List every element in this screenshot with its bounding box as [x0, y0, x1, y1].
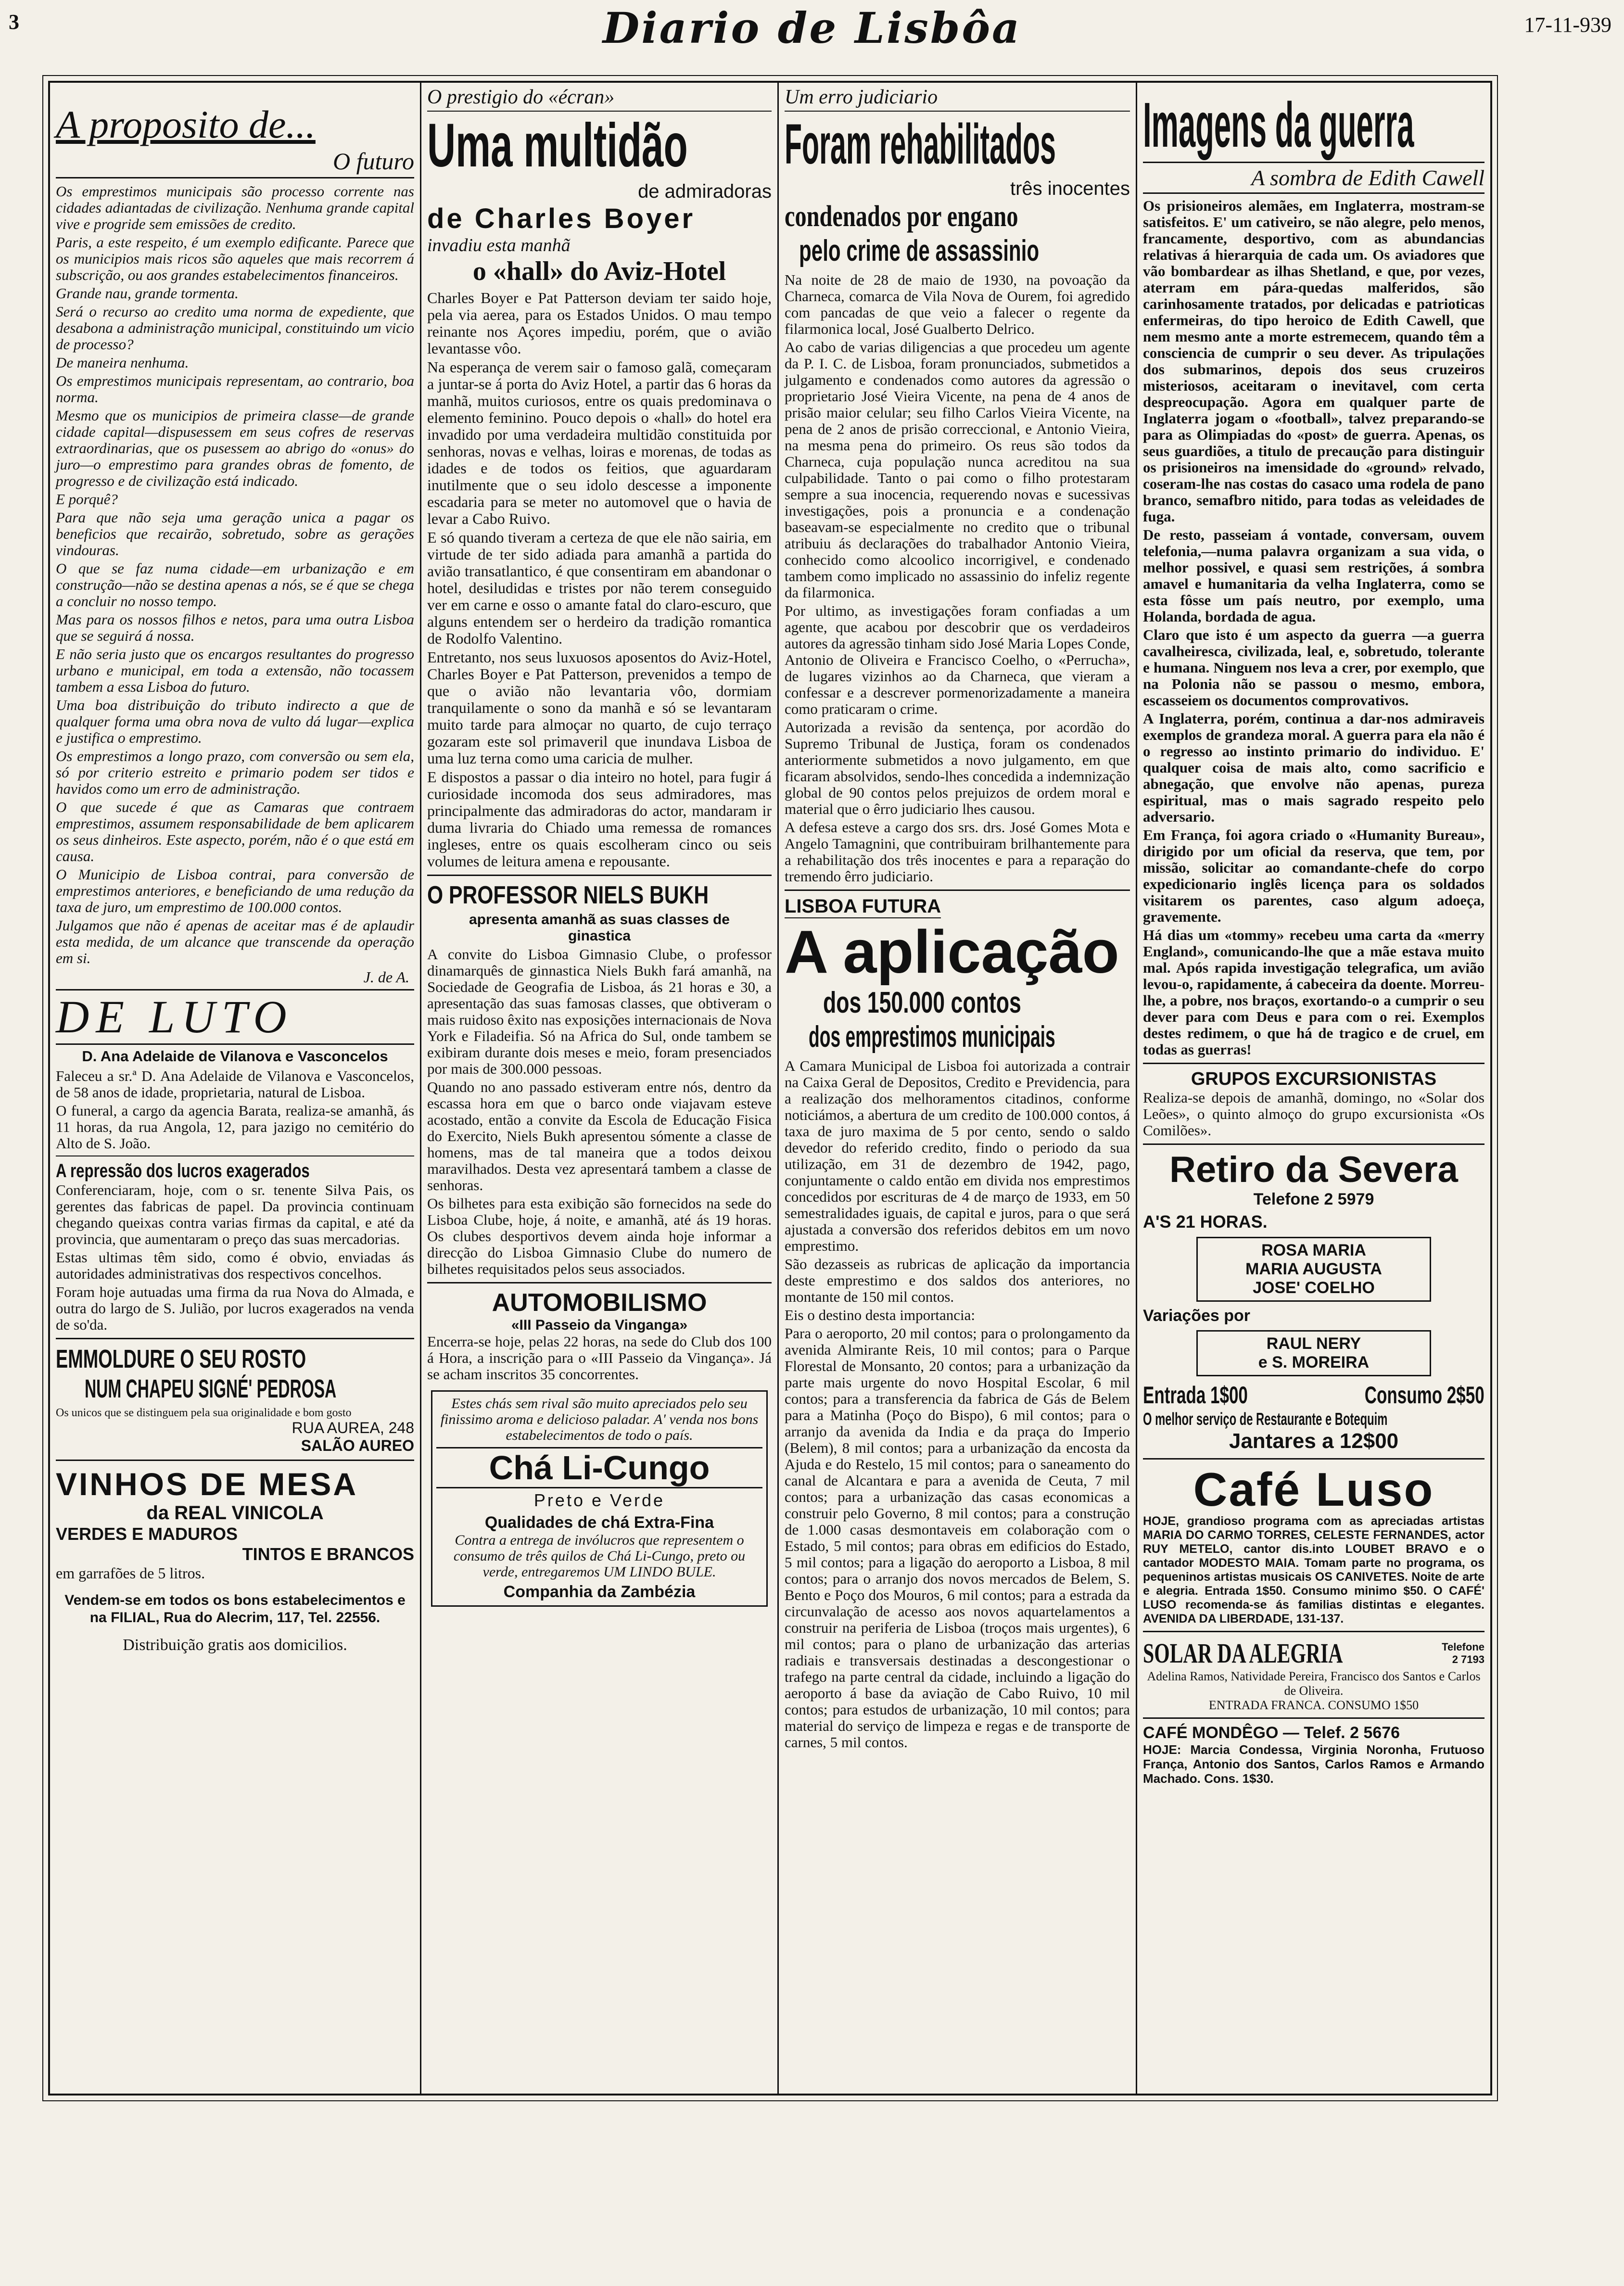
headline: Foram rehabilitados [785, 113, 1056, 176]
paragraph: Para que não seja uma geração unica a pagar os beneficios que recairão, sobretudo, sobre as gerações vindouras. [56, 509, 414, 559]
paragraph: De resto, passeiam á vontade, conversam, ouvem telefonia,—numa palavra organizam a sua vida, o melhor possivel, e quasi sem restrições, á sombra amavel e humanitaria da velha Inglaterra, como se esta fôsse um país neutro, por exemplo, uma Holanda, bordada de agua. [1143, 526, 1484, 625]
subheadline: invadiu esta manhã [427, 235, 571, 255]
ad-line: O melhor serviço de Restaurante e Botequim [1143, 1409, 1388, 1429]
paragraph: Será o recurso ao credito uma norma de expediente, que desabona a administração municipal, constituindo um vicio de processo? [56, 303, 414, 353]
paragraph: Foram hoje autuadas uma firma da rua Nova do Almada, e outra do largo de S. Julião, por lucros exagerados na venda de so'da. [56, 1283, 414, 1333]
ad-line: Jantares a 12$00 [1229, 1429, 1399, 1453]
paragraph: Mesmo que os municipios de primeira classe—de grande cidade capital—dispusessem em seus cofres de reservas extraordinarias, que os pusessem ao abrigo do «onus» do juro—o emprestimo para grandes obras de fomento, de progresso e de civilização está indicado. [56, 407, 414, 489]
article-body [427, 290, 772, 870]
paragraph: Em França, foi agora criado o «Humanity Bureau», dirigido por um oficial da reserva, que tem, por missão, solicitar ao comandante-chefe do corpo expedicionario inglês licença para os soldados visitarem os parentes, caso algum adoeça, gravemente. [1143, 826, 1484, 925]
divider [1143, 1143, 1484, 1145]
paragraph: Faleceu a sr.ª D. Ana Adelaide de Vilanova e Vasconcelos, de 58 anos de idade, proprietaria, natural de Lisboa. [56, 1067, 414, 1101]
masthead: Diario de Lisbôa [602, 3, 1022, 53]
ad-line: Vendem-se em todos os bons estabelecimentos e na FILIAL, Rua do Alecrim, 117, Tel. 22556. [64, 1592, 406, 1626]
paragraph: A Camara Municipal de Lisboa foi autorizada a contrair na Caixa Geral de Depositos, Credito e Previdencia, para a realização dos melhoramentos citadinos, conforme noticiámos, a abertura de um credito de 100.000 contos, á taxa de juro maxima de 5 por cento, sendo o saldo devedor do referido credito, findo o periodo da sua utilização, em 31 de dezembro de 1942, pago, conjuntamente o caldo então em divida nos emprestimos concedidos por escrituras de 4 de março de 1933, em 50 semestralidades iguais, de capital e juros, para o que será ajustada a conversão dos referidos debitos em um novo emprestimo. [785, 1057, 1130, 1254]
paragraph: O que sucede é que as Camaras que contraem emprestimos, assumem responsabilidade de bem aplicarem os seus dinheiros. Este aspecto, porém, não é o que está em causa. [56, 799, 414, 864]
paragraph: E porquê? [56, 491, 118, 508]
auto-subtitle: «III Passeio da Vinganga» [511, 1317, 688, 1333]
paragraph: Claro que isto é um aspecto da guerra —a guerra cavalheiresca, civilizada, leal, e, sobretudo, tolerante e humana. Ninguem nos leva a crer, por exemplo, que na Polonia não se passou o mesmo, embora, escasseiem os documentos comprovativos. [1143, 626, 1484, 709]
ad-vinhos [56, 1466, 414, 1654]
paragraph: Os prisioneiros alemães, em Inglaterra, mostram-se satisfeitos. E' um cativeiro, se não alegre, pelo menos, francamente, desportivo, com as abundancias relativas á hierarquia de cada um. Os aviadores que vão bombardear as ilhas Shetland, e que, por vezes, aterram em pára-quedas malferidos, são carinhosamente tratados, por delicadas e patrioticas enfermeiras, do tipo heroico de Edith Cawell, que nem mesmo ante a morte estremecem, quando têm a consciencia de cumprir o seu dever. As tripulações dos submarinos, depois dos seus cruzeiros misteriosos, aceitaram o inevitavel, com certa despreocupação. Agora em qualquer parte de Inglaterra jogam o «football», talvez preparando-se para as Olimpiadas do «post» de guerra. Apenas, os seus guardiões, a titulo de precaução para distinguir os prisioneiros na imensidade do «ground» relvado, coseram-lhe nas costas do casaco uma rodela de pano branco, semafbro nitido, para todas as veleidades de fuga. [1143, 197, 1484, 525]
paragraph: Grande nau, grande tormenta. [56, 285, 239, 302]
divider [56, 1338, 414, 1339]
ad-line: RAUL NERY [1266, 1334, 1361, 1353]
ad-solar-alegria [1143, 1637, 1484, 1713]
futura-subheadline: dos 150.000 contos [823, 986, 1021, 1019]
subheadline: de admiradoras [638, 181, 772, 202]
subheadline: pelo crime de assassinio [799, 234, 1040, 267]
ad-line: A'S 21 HORAS. [1143, 1212, 1268, 1232]
ad-line: Chá Li-Cungo [436, 1447, 762, 1488]
divider [427, 875, 772, 876]
paragraph: E não seria justo que os encargos resultantes do progresso urbano e municipal, em toda a extensão, não tocassem tambem a essa Lisboa do futuro. [56, 646, 414, 695]
ad-cafe-luso [1143, 1464, 1484, 1626]
subheadline: de Charles Boyer [427, 203, 696, 234]
article-subtitle: O futuro [56, 147, 414, 178]
article-body [56, 183, 414, 966]
article-body [785, 1058, 1130, 1751]
artists-box [1196, 1237, 1431, 1302]
ad-line: RUA AUREA, 248 [292, 1419, 414, 1436]
divider [1143, 1458, 1484, 1460]
paragraph: Há dias um «tommy» recebeu uma carta da «merry England», comunicando-lhe que a mãe estava muito mal. Após rapida investigação telegrafica, um avião levou-o, rapidamente, á cabeceira da doente. Morreu-lhe, a pobre, nos braços, exortando-o a cumprir o seu dever para com Deus e para com o rei. Exemplos destes redimem, o que há de tragico e de cruel, em todas as guerras! [1143, 927, 1484, 1058]
ad-line: Telefone 2 5979 [1253, 1190, 1374, 1208]
paragraph: Os emprestimos municipais são processo corrente nas cidades adiantadas de civilização. Nenhuma grande capital vive e progride sem emissões de credito. [56, 183, 414, 232]
ad-line: Telefone 2 7193 [1442, 1640, 1484, 1665]
ad-line: EMMOLDURE O SEU ROSTO [56, 1345, 306, 1373]
headline: Uma multidão [427, 111, 688, 180]
ad-line: Qualidades de chá Extra-Fina [484, 1513, 714, 1532]
luto-title: DE LUTO [56, 989, 414, 1045]
paragraph: Na noite de 28 de maio de 1930, na povoação da Charneca, comarca de Vila Nova de Ourem, foi agredido com pancadas de que veio a falecer o regente da filarmonica local, José Gualberto Delrico. [785, 271, 1130, 337]
column-2 [421, 83, 779, 2094]
ad-line: da REAL VINICOLA [146, 1502, 324, 1524]
paragraph: Realiza-se depois de amanhã, domingo, no «Solar dos Leões», o quinto almoço do grupo excursionista «Os Comilões». [1143, 1089, 1484, 1139]
prices-row [1143, 1381, 1484, 1409]
paragraph: Os emprestimos municipais representam, ao contrario, boa norma. [56, 372, 414, 406]
paragraph: Encerra-se hoje, pelas 22 horas, na sede do Club dos 100 á Hora, a inscrição para o «III Passeio da Vingança». Já se acham inscritos 35 concorrentes. [427, 1333, 772, 1383]
paragraph: Na esperança de verem sair o famoso galã, começaram a juntar-se á porta do Aviz Hotel, a partir das 6 horas da manhã, muitos curiosos, entre os quais predominava o elemento feminino. Pouco depois o «hall» do hotel era invadido por uma verdadeira multidão constituida por senhoras, novas e velhas, loiras e morenas, de todas as idades e de todos os feitios, que aguardaram inutilmente que o seu idolo descesse a imponente escadaria para se meter no automovel que o havia de levar a Cabo Ruivo. [427, 358, 772, 527]
ad-line: VERDES E MADUROS [56, 1524, 238, 1544]
paragraph: Os bilhetes para esta exibição são fornecidos na sede do Lisboa Clube, hoje, á noite, e amanhã, até ás 19 horas. Os clubes desportivos devem ainda hoje informar a direcção do Lisboa Gimnasio Clube do numero de bilhetes requisitados pelos seus associados. [427, 1195, 772, 1277]
paragraph: Charles Boyer e Pat Patterson deviam ter saido hoje, pela via aerea, para os Estados Unidos. O mau tempo reinante nos Açores impediu, porém, que o avião levantasse vôo. [427, 289, 772, 357]
page-frame [48, 81, 1492, 2096]
paragraph: A convite do Lisboa Gimnasio Clube, o professor dinamarquês de ginnastica Niels Bukh fará amanhã, na Sociedade de Geografia de Lisboa, ás 21 horas e 30, a apresentação das suas famosas classes, que obtiveram o mais ruidoso êxito nas exposições internacionais de Nova York e Filadeifia. Só na Africa do Sul, onde tambem se exibiram durante dois meses e meio, foram presenciados por mais de 300.000 pessoas. [427, 946, 772, 1077]
paragraph: Julgamos que não é apenas de aceitar mas é de aplaudir esta medida, de um alcance que transcende da operação em si. [56, 917, 414, 966]
grupos-title: GRUPOS EXCURSIONISTAS [1191, 1069, 1437, 1089]
paragraph: A Inglaterra, porém, continua a dar-nos admiraveis exemplos de grandeza moral. A guerra para ela não é o regresso ao instinto primario do individuo. E' qualquer coisa de mais alto, como sacrificio e abnegação, que envolve não apenas, pureza espiritual, mas o mais sagrado respeito pelo adversario. [1143, 710, 1484, 825]
signature: J. de A. [363, 968, 409, 986]
ad-pedrosa [56, 1344, 414, 1455]
article-body [785, 272, 1130, 885]
ad-line: VINHOS DE MESA [56, 1466, 358, 1502]
paragraph: E só quando tiveram a certeza de que ele não sairia, em virtude de ter sido adiada para amanhã a partida do avião transatlantico, é que consentiram em abandonar o hotel, desiludidas e tristes por não terem conseguido ver em carne e osso o amante fatal do claro-escuro, que alguns entendem ser o herdeiro da tradição romantica de Rodolfo Valentino. [427, 529, 772, 647]
ad-line: CAFÉ MONDÊGO — Telef. 2 5676 [1143, 1724, 1400, 1742]
ad-line: Adelina Ramos, Natividade Pereira, Francisco dos Santos e Carlos de Oliveira. [1147, 1669, 1481, 1698]
paragraph: Uma boa distribuição do tributo indirecto a que de qualquer forma uma obra nova de vulto dá lugar—explica e justifica o emprestimo. [56, 697, 414, 746]
subheadline: condenados por engano [785, 200, 1018, 233]
ad-line: JOSE' COELHO [1253, 1279, 1375, 1297]
auto-title: AUTOMOBILISMO [492, 1289, 707, 1317]
ad-cha [431, 1390, 768, 1607]
ad-line: Entrada 1$00 [1143, 1382, 1248, 1409]
divider [56, 1460, 414, 1461]
ad-line: Estes chás sem rival são muito apreciados pelo seu finissimo aroma e delicioso paladar. A' venda nos bons estabelecimentos de todo o país. [440, 1396, 759, 1443]
ad-line: HOJE, grandioso programa com as apreciadas artistas MARIA DO CARMO TORRES, CELESTE FERNANDES, actor RUY METELO, cantor dis.into LOUBET BRAVO e o cantador MODESTO MAIA. Tomam parte no programa, os pequeninos artistas musicais OS CANIVETES. Noite de arte e alegria. Entrada 1$50. Consumo minimo $50. O CAFÉ' LUSO recomenda-se ás familias distintas e elegantes. AVENIDA DA LIBERDADE, 131-137. [1143, 1514, 1484, 1626]
paragraph: Estas ultimas têm sido, como é obvio, enviadas ás autoridades administrativas dos respectivos concelhos. [56, 1249, 414, 1282]
kicker: Um erro judiciario [785, 83, 1130, 112]
luto-name: D. Ana Adelaide de Vilanova e Vasconcelos [82, 1048, 388, 1065]
article-body [1143, 198, 1484, 1058]
subheadline: o «hall» do Aviz-Hotel [472, 256, 726, 286]
column-3 [779, 83, 1137, 2094]
divider [427, 1282, 772, 1283]
divider [1143, 1063, 1484, 1064]
ad-line: em garrafões de 5 litros. [56, 1564, 205, 1582]
paragraph: Ao cabo de varias diligencias a que procedeu um agente da P. I. C. de Lisboa, foram pronunciados, submetidos a julgamento e condenados como autores da agressão o proprietario José Vieira Vicente, na pena de 4 anos de prisão maior celular; seu filho Carlos Vieira Vicente, na pena de 2 anos de prisão correccional, e Antonio Vieira, na mesma pena do primeiro. Os reus são todos da Charneca, cuja população nunca acreditou na sua culpabilidade. Tanto o pai como o filho protestaram sempre a sua inocencia, requerendo novas e sucessivas investigações, pois a pronuncia e a condenação baseavam-se especialmente no credito que o tribunal atribuiu ás declarações do trabalhador Antonio Vieira, conhecido como alcoolico incorrigivel, e condenado tambem como implicado no assassinio do infeliz regente da filarmonica. [785, 339, 1130, 601]
ad-line: Distribuição gratis aos domicilios. [123, 1636, 347, 1654]
paragraph: E dispostos a passar o dia inteiro no hotel, para fugir á curiosidade incomoda dos seus admiradores, mas principalmente das admiradoras do actor, mandaram ir duma livraria do Chiado uma remessa de romances ingleses, entre os quais escolheram cinco ou seis volumes de leitura amena e repousante. [427, 768, 772, 870]
bukh-title: O PROFESSOR NIELS BUKH [427, 881, 709, 909]
kicker: O prestigio do «écran» [427, 83, 772, 112]
ad-line: Os unicos que se distinguem pela sua originalidade e bom gosto [56, 1407, 352, 1419]
ad-line: Contra a entrega de invólucros que representem o consumo de três quilos de Chá Li-Cungo, preto ou verde, entregaremos UM LINDO BULE. [453, 1532, 746, 1580]
ad-line: Variações por [1143, 1307, 1251, 1325]
paragraph: Eis o destino desta importancia: [785, 1307, 976, 1323]
ad-line: HOJE: Marcia Condessa, Virginia Noronha, Frutuoso França, Antonio dos Santos, Carlos Ramos e Armando Machado. Cons. 1$30. [1143, 1742, 1484, 1786]
subheadline: três inocentes [1010, 178, 1130, 199]
paragraph: Os emprestimos a longo prazo, com conversão ou sem ela, só por criterio estreito e primario podem ser tidos e havidos como um erro de administração. [56, 748, 414, 797]
column-1 [50, 83, 421, 2094]
ad-line: Preto e Verde [533, 1490, 665, 1510]
ad-line: MARIA AUGUSTA [1245, 1260, 1382, 1278]
paragraph: De maneira nenhuma. [56, 354, 189, 371]
ad-line: TINTOS E BRANCOS [242, 1544, 414, 1564]
paragraph: Mas para os nossos filhos e netos, para uma outra Lisboa que se seguirá á nossa. [56, 611, 414, 644]
lucros-title: A repressão dos lucros exagerados [56, 1160, 310, 1181]
headline: Imagens da guerra [1143, 89, 1414, 160]
divider [1143, 1631, 1484, 1632]
paragraph: Para o aeroporto, 20 mil contos; para o prolongamento da avenida Almirante Reis, 10 mil contos; para o Parque Florestal de Monsanto, 20 contos; para a urbanização da parte mais urgente do novo Hospital Escolar, 6 mil contos; para a transferencia da fabrica de Gás de Belem para a Matinha (Poço do Bispo), 6 mil contos; para o arranjo da avenida da India e da praça do Imperio (Belem), 8 mil contos; para a urbanização da encosta da Ajuda e do Restelo, 15 mil contos; para o saneamento do canal de Alcantara e para a avenida de Ceuta, 7 mil contos; para a urbanização das casas economicas a construir pelo Governo, 8 mil contos; para a construção de 1.000 casas desmontaveis em colaboração com o Estado, 5 mil contos; para obras em edificios do Estado, 5 mil contos; para a ligação do aeroporto a Lisboa, 8 mil contos; para o arranjo dos novos mercados de Belem, S. Bento e Poço dos Mouros, 6 mil contos; para a estrada da circunvalação de acesso aos novos aquartelamentos a construir na periferia de Lisboa (troços mais urgentes), 6 mil contos; para o plano de urbanização das arterias radiais e transversais destinadas a descongestionar o trafego na parte central da cidade, incluindo a ligação do aeroporto á base da aviação de Cabo Ruivo, 10 mil contos; para estudos de urbanização, 10 mil contos; para material do serviço de limpeza e regas e de transporte de carnes, 5 mil contos. [785, 1325, 1130, 1751]
column-4 [1137, 83, 1490, 2094]
ad-line: SOLAR DA ALEGRIA [1143, 1638, 1343, 1669]
artists-box [1196, 1330, 1431, 1376]
paragraph: A defesa esteve a cargo dos srs. drs. José Gomes Mota e Angelo Tamagnini, que contribuiram brilhantemente para a rehabilitação dos três inocentes e para a reparação do tremendo êrro judiciario. [785, 819, 1130, 885]
ad-line: NUM CHAPEU SIGNÉ' PEDROSA [85, 1374, 337, 1403]
futura-kicker: LISBOA FUTURA [785, 896, 941, 918]
paragraph: Por ultimo, as investigações foram confiadas a um agente, que acabou por descobrir que os verdadeiros autores da agressão tinham sido José Maria Lopes Conde, Antonio de Oliveira e Francisco Coelho, o «Perrucha», de lugares vizinhos ao da Charneca, que vieram a confessar e a descrever pormenorizadamente a maneira como praticaram o crime. [785, 602, 1130, 717]
divider [1143, 1717, 1484, 1719]
paragraph: Paris, a este respeito, é um exemplo edificante. Parece que os municipios mais ricos são aqueles que mais recorrem á subscrição, ou aos grandes estabelecimentos financeiros. [56, 234, 414, 283]
ad-line: Companhia da Zambézia [503, 1583, 696, 1601]
futura-subheadline: dos emprestimos municipais [809, 1020, 1055, 1054]
ad-line: e S. MOREIRA [1258, 1353, 1370, 1372]
paragraph: Conferenciaram, hoje, com o sr. tenente Silva Pais, os gerentes das fabricas de papel. Da provincia continuam chegando queixas contra varias firmas da capital, e até da provincia, que aumentaram o preço das suas mercadorias. [56, 1181, 414, 1247]
paragraph: Entretanto, nos seus luxuosos aposentos do Aviz-Hotel, Charles Boyer e Pat Patterson, prevenidos a tempo de que o avião não levantaria vôo, dormiam tranquilamente o sono da manhã e só se levantaram muito tarde para almoçar no quarto, de cujo terraço gozaram este sol primaveril que inundava Lisboa de uma luz terna como uma caricia de mulher. [427, 648, 772, 767]
ad-line: ROSA MARIA [1261, 1241, 1366, 1259]
page-number: 3 [9, 10, 19, 34]
subheadline: A sombra de Edith Cawell [1143, 162, 1484, 194]
ad-severa [1143, 1150, 1484, 1453]
futura-headline: A aplicação [785, 918, 1119, 986]
ad-line: Retiro da Severa [1169, 1149, 1458, 1190]
paragraph: O que se faz numa cidade—em urbanização e em construção—não se destina apenas a nós, se é que se chega a concluir no nosso tempo. [56, 560, 414, 610]
ad-line: Café Luso [1193, 1463, 1434, 1516]
ad-line: ENTRADA FRANCA. CONSUMO 1$50 [1208, 1698, 1419, 1712]
ad-line: SALÃO AUREO [301, 1437, 414, 1454]
ad-cafe-mondego [1143, 1724, 1484, 1786]
divider [785, 889, 1130, 891]
bukh-subtitle: apresenta amanhã as suas classes de ginastica [469, 912, 730, 944]
paragraph: O funeral, a cargo da agencia Barata, realiza-se amanhã, ás 11 horas, da rua Angola, 12, para jazigo no cemitério do Alto de S. João. [56, 1102, 414, 1152]
paragraph: Autorizada a revisão da sentença, por acordão do Supremo Tribunal de Justiça, foram os condenados anteriormente submetidos a novo julgamento, em que ficaram absolvidos, sendo-lhes concedida a indemnização global de 90 contos pelos prejuizos de ordem moral e material que o êrro judiciario lhes causou. [785, 719, 1130, 817]
paragraph: O Municipio de Lisboa contrai, para conversão de emprestimos anteriores, e beneficiando de uma redução da taxa de juro, um emprestimo de 100.000 contos. [56, 866, 414, 915]
ad-line: Consumo 2$50 [1365, 1382, 1484, 1409]
paragraph: Quando no ano passado estiveram entre nós, dentro da escassa hora em que o barco onde viajavam esteve acostado, então a convite da Escola de Educação Fisica do Exercito, Niels Bukh apresentou sómente a classe de homens, mas de tal maneira que a todos deixou maravilhados. Desta vez apresentará tambem a classe de senhoras. [427, 1079, 772, 1194]
article-title: A proposito de... [56, 102, 316, 146]
issue-date: 17-11-939 [1524, 13, 1611, 37]
paragraph: São dezasseis as rubricas de aplicação da importancia deste emprestimo e dos saldos dos anteriores, no montante de 150 mil contos. [785, 1256, 1130, 1305]
solar-header [1143, 1637, 1484, 1669]
